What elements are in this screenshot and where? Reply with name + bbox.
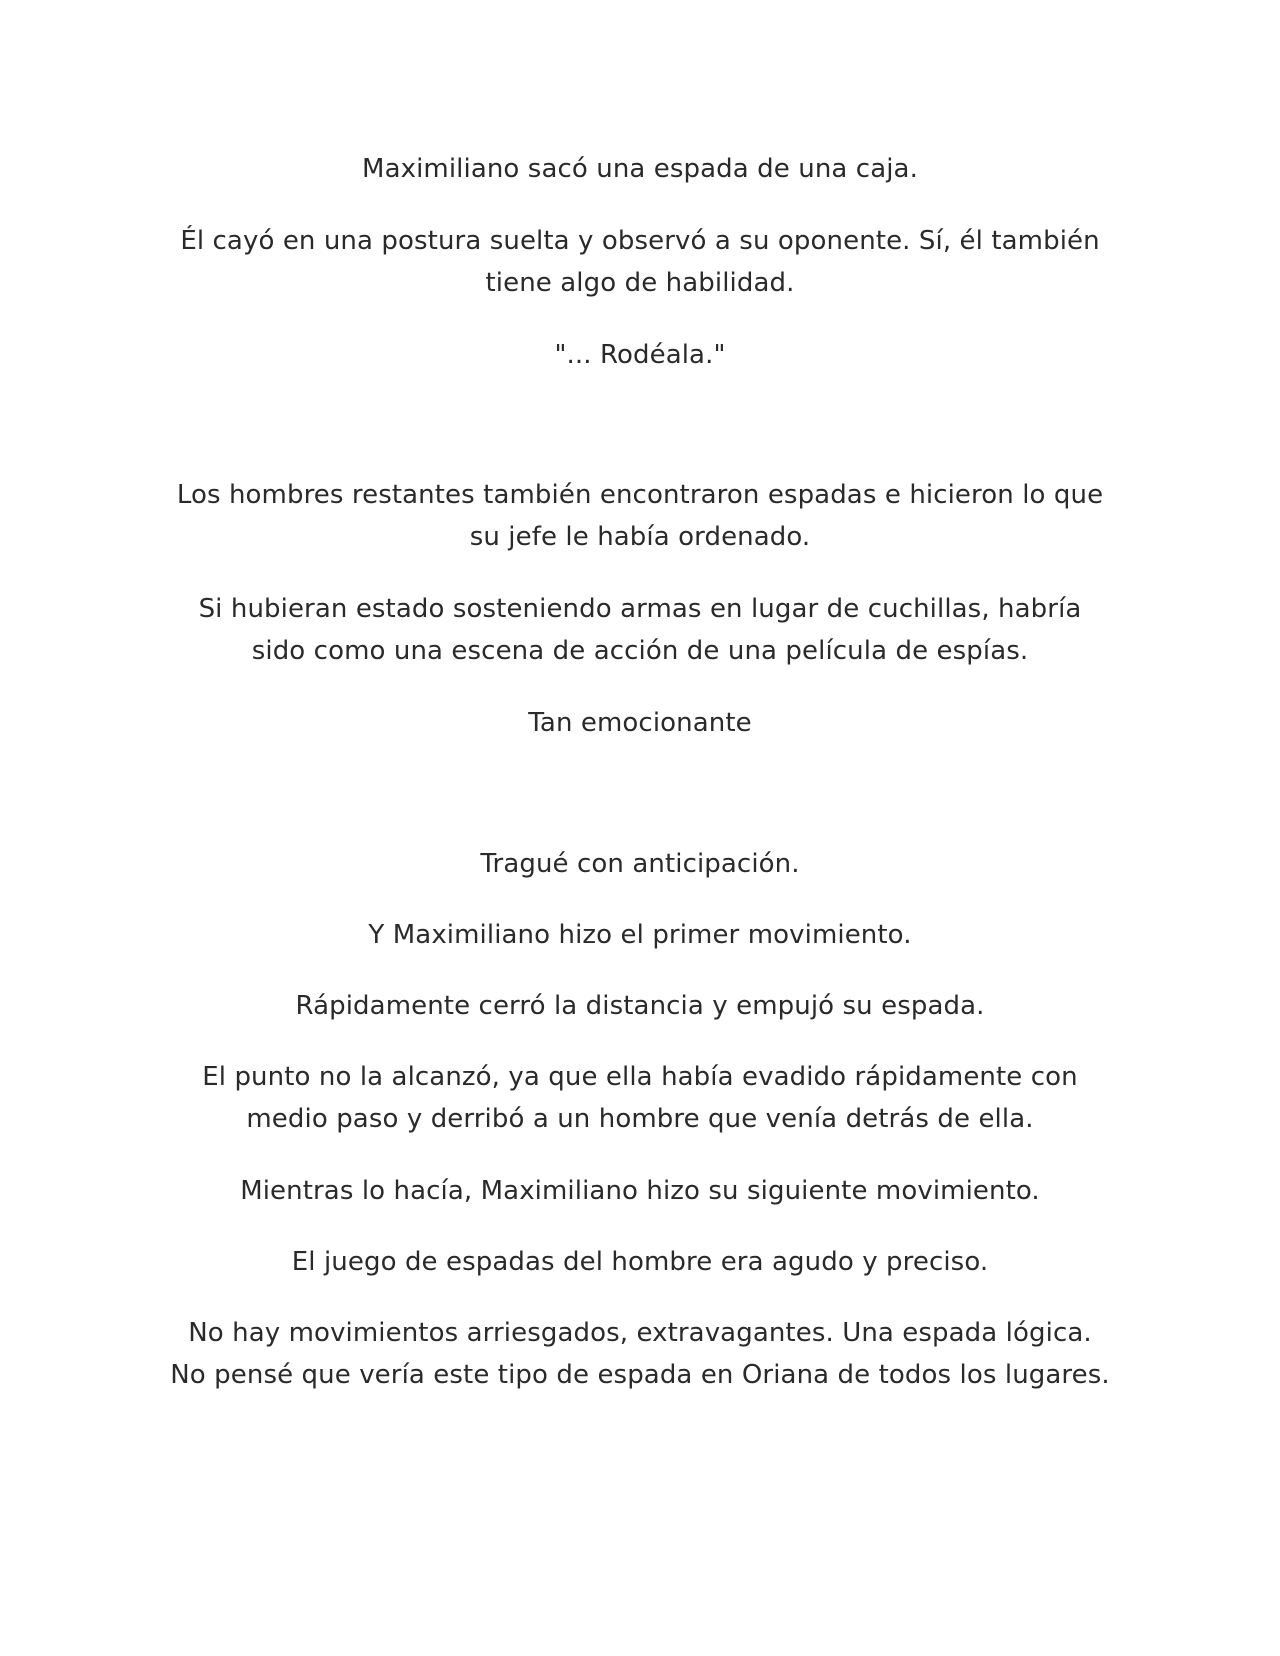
paragraph-8: Y Maximiliano hizo el primer movimiento. [368, 920, 912, 950]
paragraph-9: Rápidamente cerró la distancia y empujó su espada. [295, 991, 985, 1021]
paragraph-10: El punto no la alcanzó, ya que ella había evadido rápidamente con medio paso y derribó a un hombre que venía detrás de ella. [202, 1062, 1078, 1134]
paragraph-3: "... Rodéala." [554, 340, 726, 370]
paragraph-13: No hay movimientos arriesgados, extravagantes. Una espada lógica. No pensé que vería este tipo de espada en Oriana de todos los lugares. [170, 1318, 1110, 1390]
paragraph-1: Maximiliano sacó una espada de una caja. [362, 154, 918, 184]
paragraph-11: Mientras lo hacía, Maximiliano hizo su siguiente movimiento. [240, 1176, 1040, 1206]
paragraph-5: Si hubieran estado sosteniendo armas en lugar de cuchillas, habría sido como una escena de acción de una película de espías. [198, 594, 1082, 666]
paragraph-6: Tan emocionante [528, 708, 752, 738]
paragraph-12: El juego de espadas del hombre era agudo y preciso. [291, 1247, 989, 1277]
paragraph-4: Los hombres restantes también encontraron espadas e hicieron lo que su jefe le había ordenado. [176, 480, 1104, 552]
paragraph-2: Él cayó en una postura suelta y observó a su oponente. Sí, él también tiene algo de habilidad. [180, 226, 1100, 298]
paragraph-7: Tragué con anticipación. [480, 849, 800, 879]
